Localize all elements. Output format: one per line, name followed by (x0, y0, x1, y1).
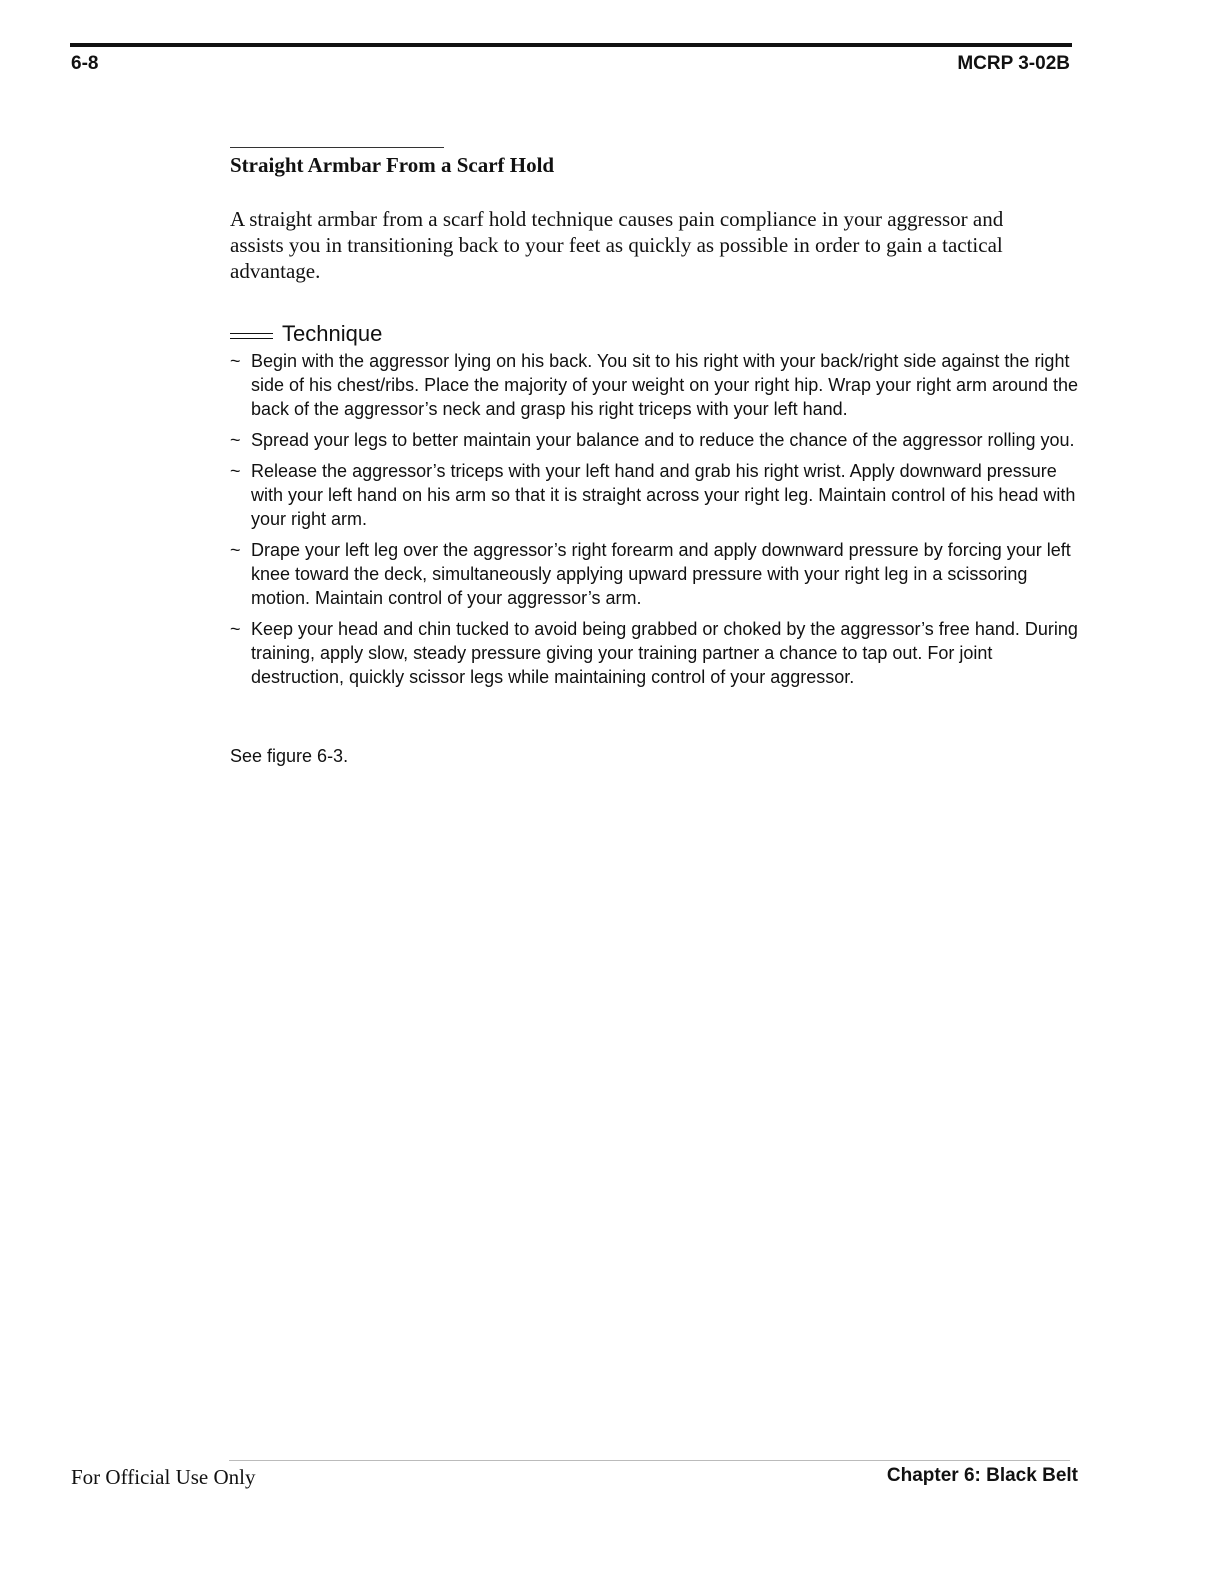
figure-reference: See figure 6-3. (230, 746, 349, 766)
tilde-bullet-icon: ~ (230, 351, 241, 371)
tilde-bullet-icon: ~ (230, 461, 241, 481)
list-item (230, 349, 1080, 421)
technique-heading-label: Technique (282, 321, 383, 346)
list-item (230, 617, 1080, 689)
step-text: Release the aggressor’s triceps with your left hand and grab his right wrist. Apply downward pressure with your left hand on his arm so that it is straight across your right leg. Maintain control of his head with your right arm. (251, 461, 1076, 529)
technique-steps (230, 349, 1080, 696)
footer-classification: For Official Use Only (71, 1465, 256, 1489)
intro-paragraph: A straight armbar from a scarf hold technique causes pain compliance in your aggressor and assists you in transitioning back to your feet as quickly as possible in order to gain a tactical advantage. (230, 207, 1004, 283)
section-rule (230, 147, 444, 148)
tilde-bullet-icon: ~ (230, 619, 241, 639)
technique-heading (230, 320, 382, 348)
list-item (230, 428, 1080, 452)
section-title: Straight Armbar From a Scarf Hold (230, 153, 555, 177)
tilde-bullet-icon: ~ (230, 540, 241, 560)
list-item (230, 459, 1080, 531)
double-rule-icon (230, 333, 273, 339)
list-item (230, 538, 1080, 610)
footer-chapter: Chapter 6: Black Belt (886, 1465, 1078, 1486)
step-text: Spread your legs to better maintain your balance and to reduce the chance of the aggressor rolling you. (251, 430, 1075, 450)
footer-rule (229, 1460, 1070, 1461)
header-rule (70, 43, 1072, 47)
step-text: Begin with the aggressor lying on his back. You sit to his right with your back/right side against the right side of his chest/ribs. Place the majority of your weight on your right hip. Wrap your right arm around the back of the aggressor’s neck and grasp his right triceps with your left hand. (251, 351, 1079, 419)
publication-id: MCRP 3-02B (957, 53, 1070, 74)
step-text: Drape your left leg over the aggressor’s right forearm and apply downward pressure by forcing your left knee toward the deck, simultaneously applying upward pressure with your right leg in a scissoring motion. Maintain control of your aggressor’s arm. (251, 540, 1071, 608)
tilde-bullet-icon: ~ (230, 430, 241, 450)
page-number: 6-8 (71, 53, 99, 74)
step-text: Keep your head and chin tucked to avoid being grabbed or choked by the aggressor’s free hand. During training, apply slow, steady pressure giving your training partner a chance to tap out. For joint destruction, quickly scissor legs while maintaining control of your aggressor. (251, 619, 1078, 687)
